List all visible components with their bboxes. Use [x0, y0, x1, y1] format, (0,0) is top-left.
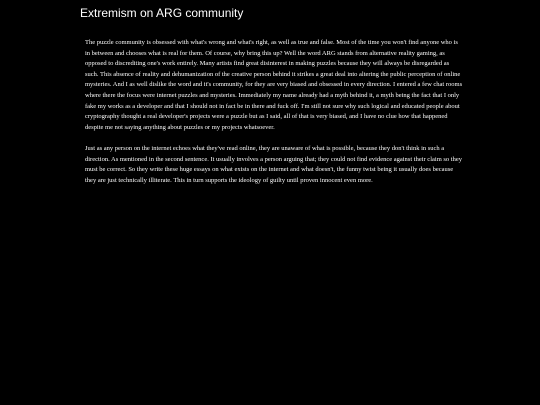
article-paragraph-2: Just as any person on the internet echoes what they've read online, they are unaware of what is possible, because they don't think in such a direction. As mentioned in the second sentence. It usually involves a person arguing that; they could not find evidence against their claim so they must be correct. So they write these huge essays on what exists on the internet and what doesn't, the funny twist being it usually does because they are just technically illiterate. This in turn supports the ideology of guilty until proven innocent even more.: [85, 144, 462, 184]
page-title: Extremism on ARG community: [80, 6, 244, 20]
article-paragraph-1: The puzzle community is obsessed with what's wrong and what's right, as well as true and false. Most of the time you won't find anyone who is in between and chooses what is real for them. Of course, why bring this up? Well the word ARG stands from alternative reality gaming, as opposed to discrediting one's work entirely. Many artists find great disinterest in making puzzles because they will always be disregarded as such. This absence of reality and dehumanization of the creative person behind it strikes a great deal into altering the public perception of online mysteries. And I as well dislike the word and it's community, for they are very biased and obsessed in every direction. I entered a few chat rooms where there the focus were internet puzzles and mysteries. Immediately my name already had a myth behind it, a myth being the fact that I only fake my works as a developer and that I should not in fact be in there and fuck off. I'm still not sure why such logical and educated people about cryptography thought a real developer's projects were a puzzle but as I said, all of that is very biased, and I have no clue how that happened despite me not saying anything about puzzles or my projects whatsoever.: [85, 39, 463, 131]
article-body: [85, 38, 463, 197]
